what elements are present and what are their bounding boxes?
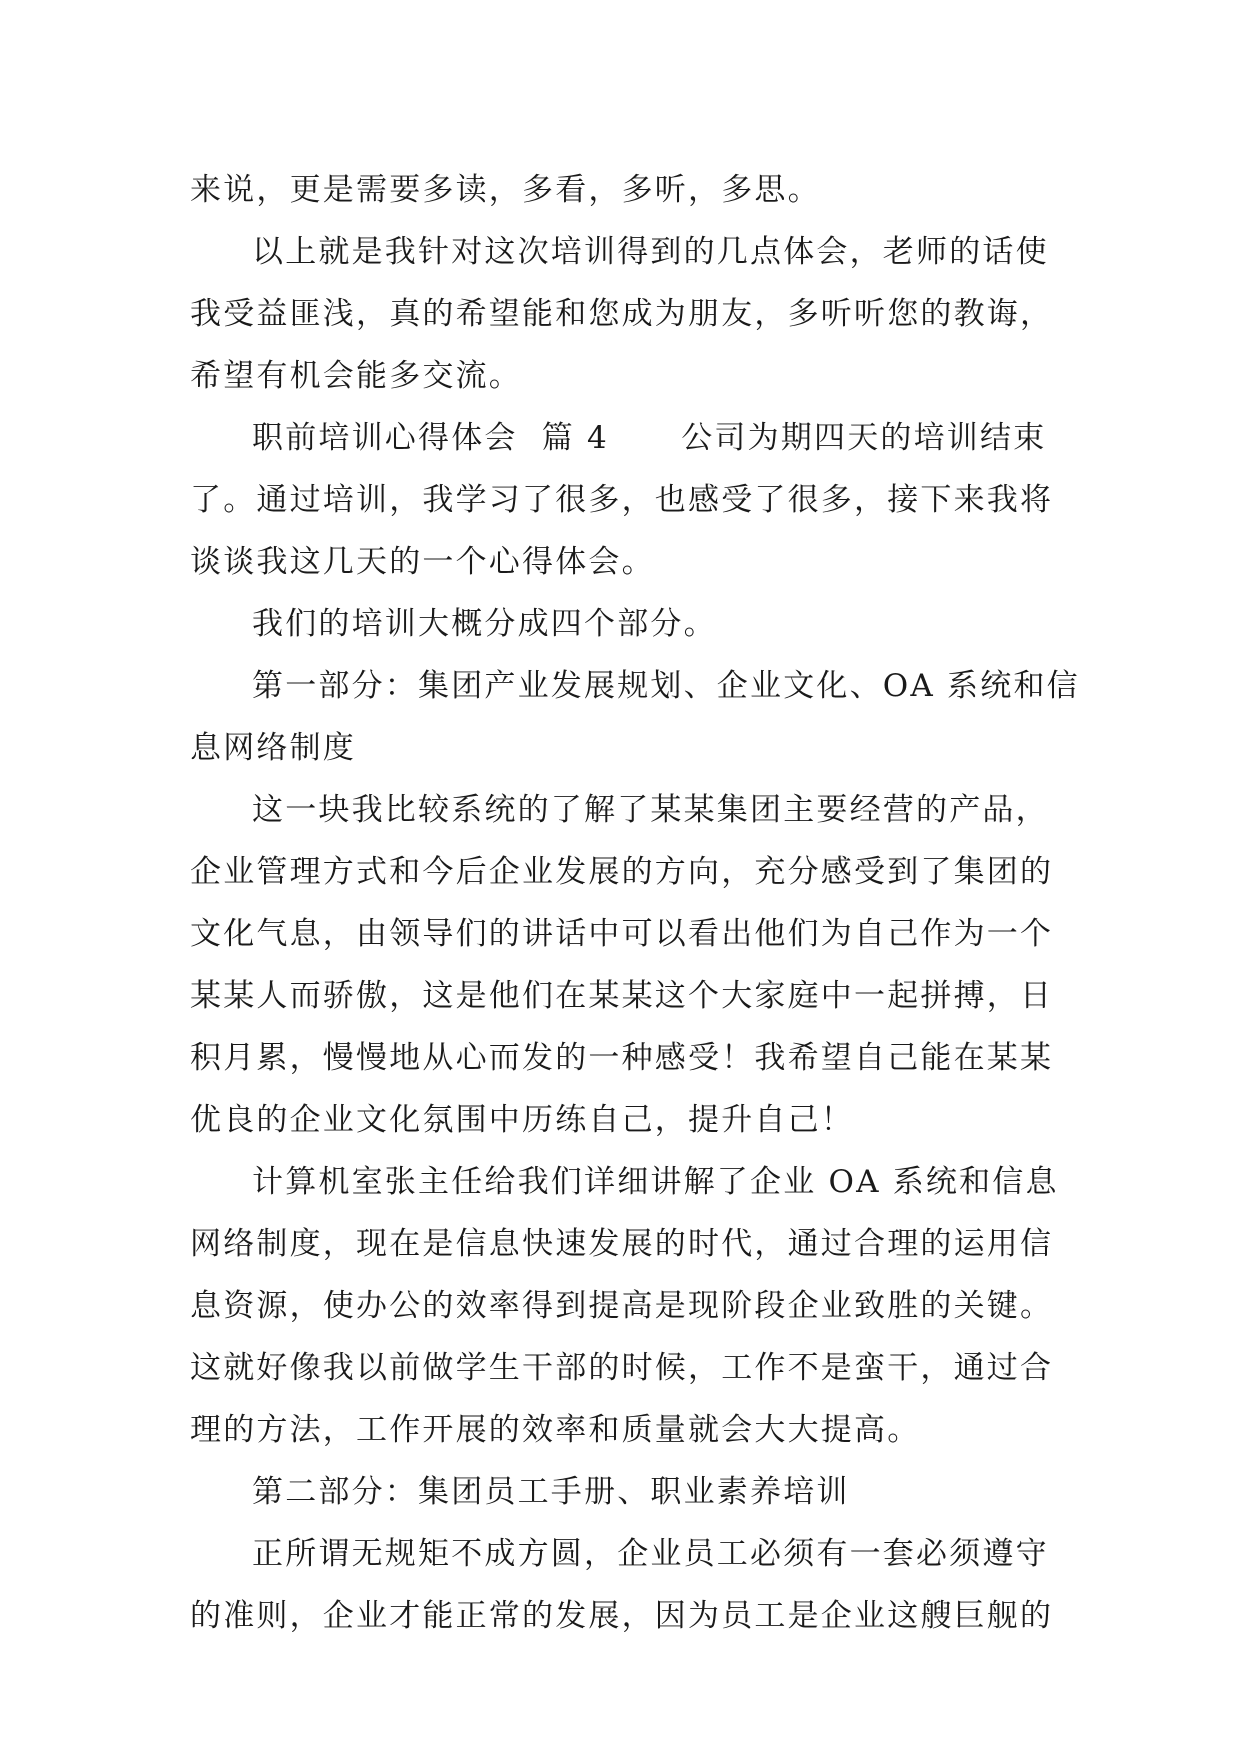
text-line: 息资源，使办公的效率得到提高是现阶段企业致胜的关键。 xyxy=(190,1288,1054,1324)
text-line: 我受益匪浅，真的希望能和您成为朋友，多听听您的教诲， xyxy=(190,296,1054,332)
text-line: 计算机室张主任给我们详细讲解了企业 OA 系统和信息 xyxy=(252,1164,1059,1200)
text-line: 积月累，慢慢地从心而发的一种感受！我希望自己能在某某 xyxy=(190,1040,1054,1076)
text-line: 我们的培训大概分成四个部分。 xyxy=(252,606,717,642)
text-line: 文化气息，由领导们的讲话中可以看出他们为自己作为一个 xyxy=(190,916,1054,952)
text-line: 希望有机会能多交流。 xyxy=(190,358,522,394)
text-line: 网络制度，现在是信息快速发展的时代，通过合理的运用信 xyxy=(190,1226,1054,1262)
text-line: 理的方法，工作开展的效率和质量就会大大提高。 xyxy=(190,1412,921,1448)
text-line: 了。通过培训，我学习了很多，也感受了很多，接下来我将 xyxy=(190,482,1054,518)
text-line: 息网络制度 xyxy=(190,730,356,766)
text-line: 优良的企业文化氛围中历练自己，提升自己！ xyxy=(190,1102,854,1138)
text-line: 这就好像我以前做学生干部的时候，工作不是蛮干，通过合 xyxy=(190,1350,1054,1386)
text-line: 职前培训心得体会 篇 4 公司为期四天的培训结束 xyxy=(252,420,1047,456)
text-line: 第一部分：集团产业发展规划、企业文化、OA 系统和信 xyxy=(252,668,1080,704)
text-line: 的准则，企业才能正常的发展，因为员工是企业这艘巨舰的 xyxy=(190,1598,1054,1634)
text-line: 第二部分：集团员工手册、职业素养培训 xyxy=(252,1474,850,1510)
text-line: 正所谓无规矩不成方圆，企业员工必须有一套必须遵守 xyxy=(252,1536,1049,1572)
document-body xyxy=(190,159,1080,1647)
text-line: 谈谈我这几天的一个心得体会。 xyxy=(190,544,655,580)
text-line: 这一块我比较系统的了解了某某集团主要经营的产品， xyxy=(252,792,1049,828)
text-line: 某某人而骄傲，这是他们在某某这个大家庭中一起拼搏，日 xyxy=(190,978,1054,1014)
text-line: 来说，更是需要多读，多看，多听，多思。 xyxy=(190,172,821,208)
text-line: 企业管理方式和今后企业发展的方向，充分感受到了集团的 xyxy=(190,854,1054,890)
text-line: 以上就是我针对这次培训得到的几点体会，老师的话使 xyxy=(252,234,1049,270)
